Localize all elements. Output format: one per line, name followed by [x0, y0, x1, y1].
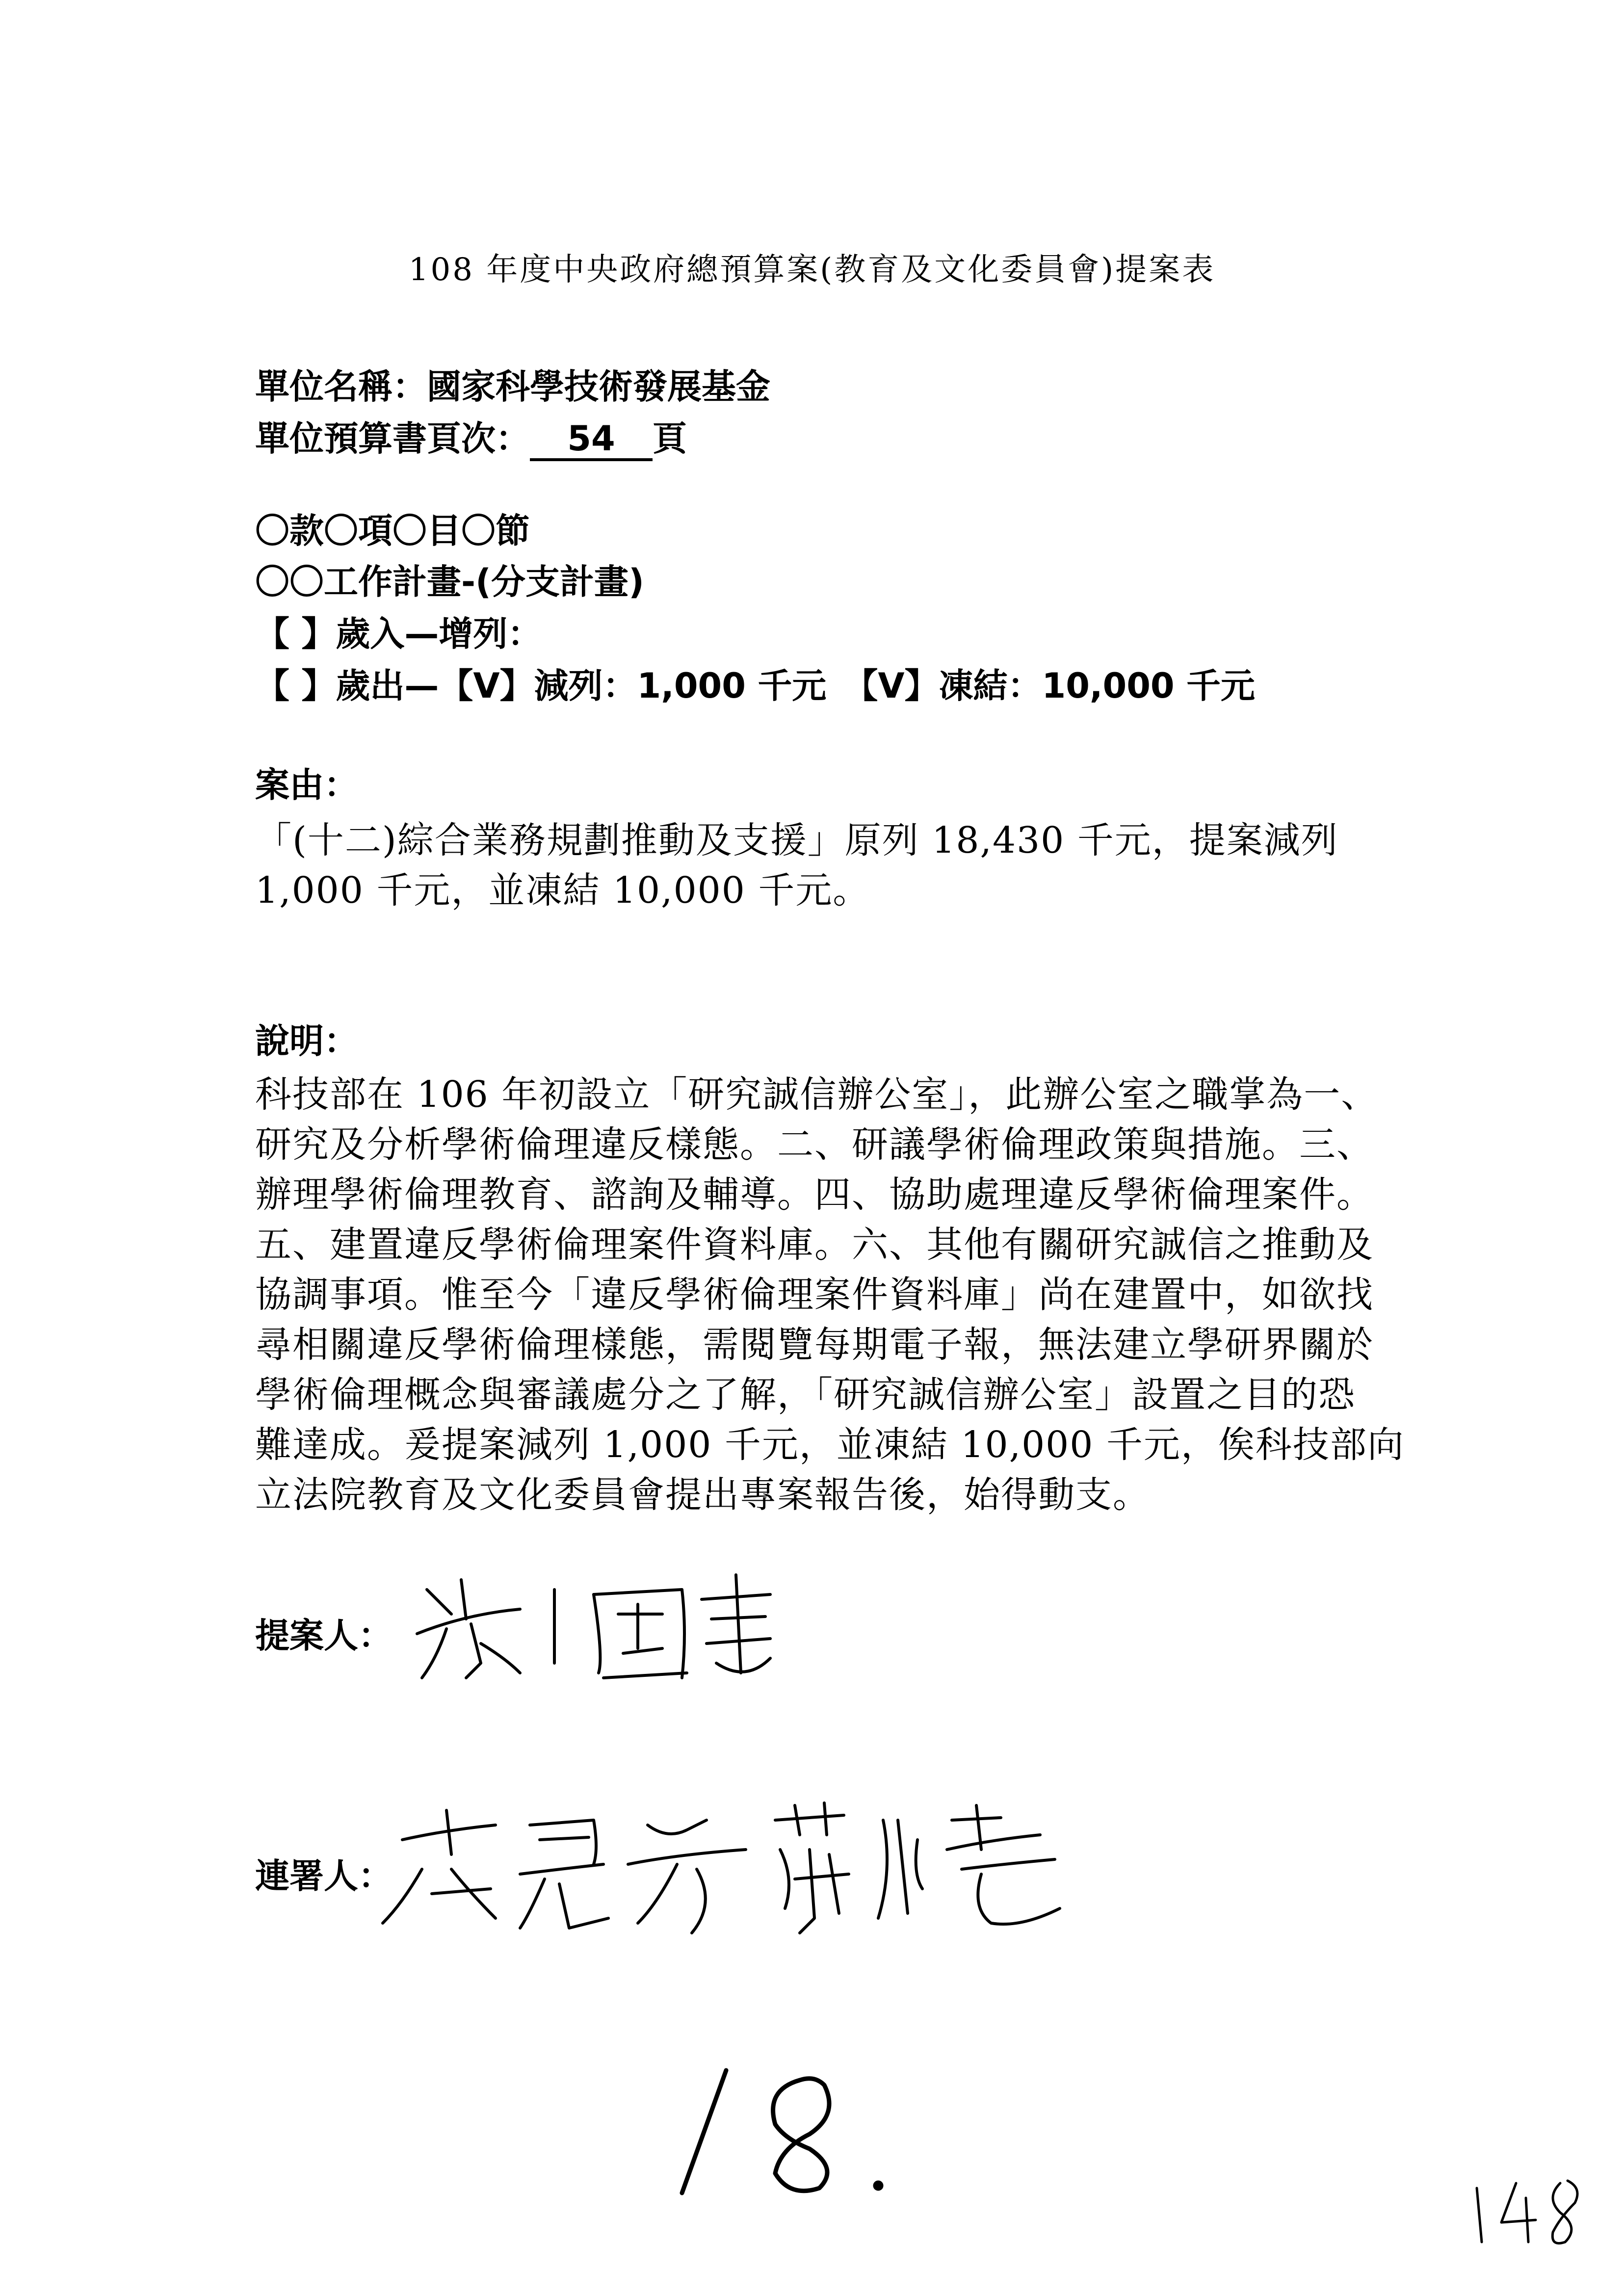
cosigner-signature-2: [765, 1791, 1070, 1938]
explanation-line: 難達成。爰提案減列 1,000 千元，並凍結 10,000 千元，俟科技部向: [255, 1424, 1405, 1466]
explanation-line: 尋相關違反學術倫理樣態，需閱覽每期電子報，無法建立學研界關於: [255, 1324, 1374, 1366]
budget-item-line: 〇款〇項〇目〇節: [255, 511, 530, 551]
page-mark: [1462, 2168, 1590, 2257]
explanation-line: 辦理學術倫理教育、諮詢及輔導。四、協助處理違反學術倫理案件。: [255, 1174, 1374, 1216]
explanation-line: 協調事項。惟至今「違反學術倫理案件資料庫」尚在建置中，如欲找: [255, 1274, 1374, 1316]
unit-page-number: 54: [530, 419, 653, 461]
explanation-line: 五、建置違反學術倫理案件資料庫。六、其他有關研究誠信之推動及: [255, 1224, 1374, 1266]
unit-budget-page: [255, 415, 687, 462]
cosigner-signature-1: [373, 1796, 765, 1943]
explanation-line: 立法院教育及文化委員會提出專案報告後，始得動支。: [255, 1474, 1150, 1516]
reason-text: [255, 815, 1393, 915]
explanation-line: 科技部在 106 年初設立「研究誠信辦公室」，此辦公室之職掌為一、: [255, 1073, 1379, 1116]
proposer-label: 提案人：: [255, 1616, 393, 1656]
form-title: 108 年度中央政府總預算案(教育及文化委員會)提案表: [408, 252, 1216, 288]
unit-name: 單位名稱：國家科學技術發展基金: [255, 366, 770, 407]
cosigner-label: 連署人：: [255, 1856, 393, 1896]
reason-heading: 案由：: [255, 765, 358, 805]
revenue-line: 【 】歲入—增列：: [255, 614, 542, 654]
handwritten-number: [653, 2061, 908, 2208]
explanation-line: 研究及分析學術倫理違反樣態。二、研議學術倫理政策與措施。三、: [255, 1123, 1374, 1166]
explanation-heading: 說明：: [255, 1021, 358, 1061]
work-plan-line: 〇〇工作計畫-(分支計畫): [255, 562, 645, 602]
unit-page-suffix: 頁: [653, 418, 687, 459]
reason-line: 「(十二)綜合業務規劃推動及支援」原列 18,430 千元，提案減列: [255, 819, 1338, 861]
expenditure-line: 【 】歲出—【V】減列：1,000 千元 【V】凍結：10,000 千元: [255, 666, 1255, 706]
proposer-signature: [407, 1560, 780, 1697]
explanation-line: 學術倫理概念與審議處分之了解，「研究誠信辦公室」設置之目的恐: [255, 1374, 1356, 1416]
reason-line: 1,000 千元，並凍結 10,000 千元。: [255, 869, 870, 912]
explanation-text: [255, 1070, 1405, 1520]
unit-page-label: 單位預算書頁次：: [255, 418, 530, 459]
